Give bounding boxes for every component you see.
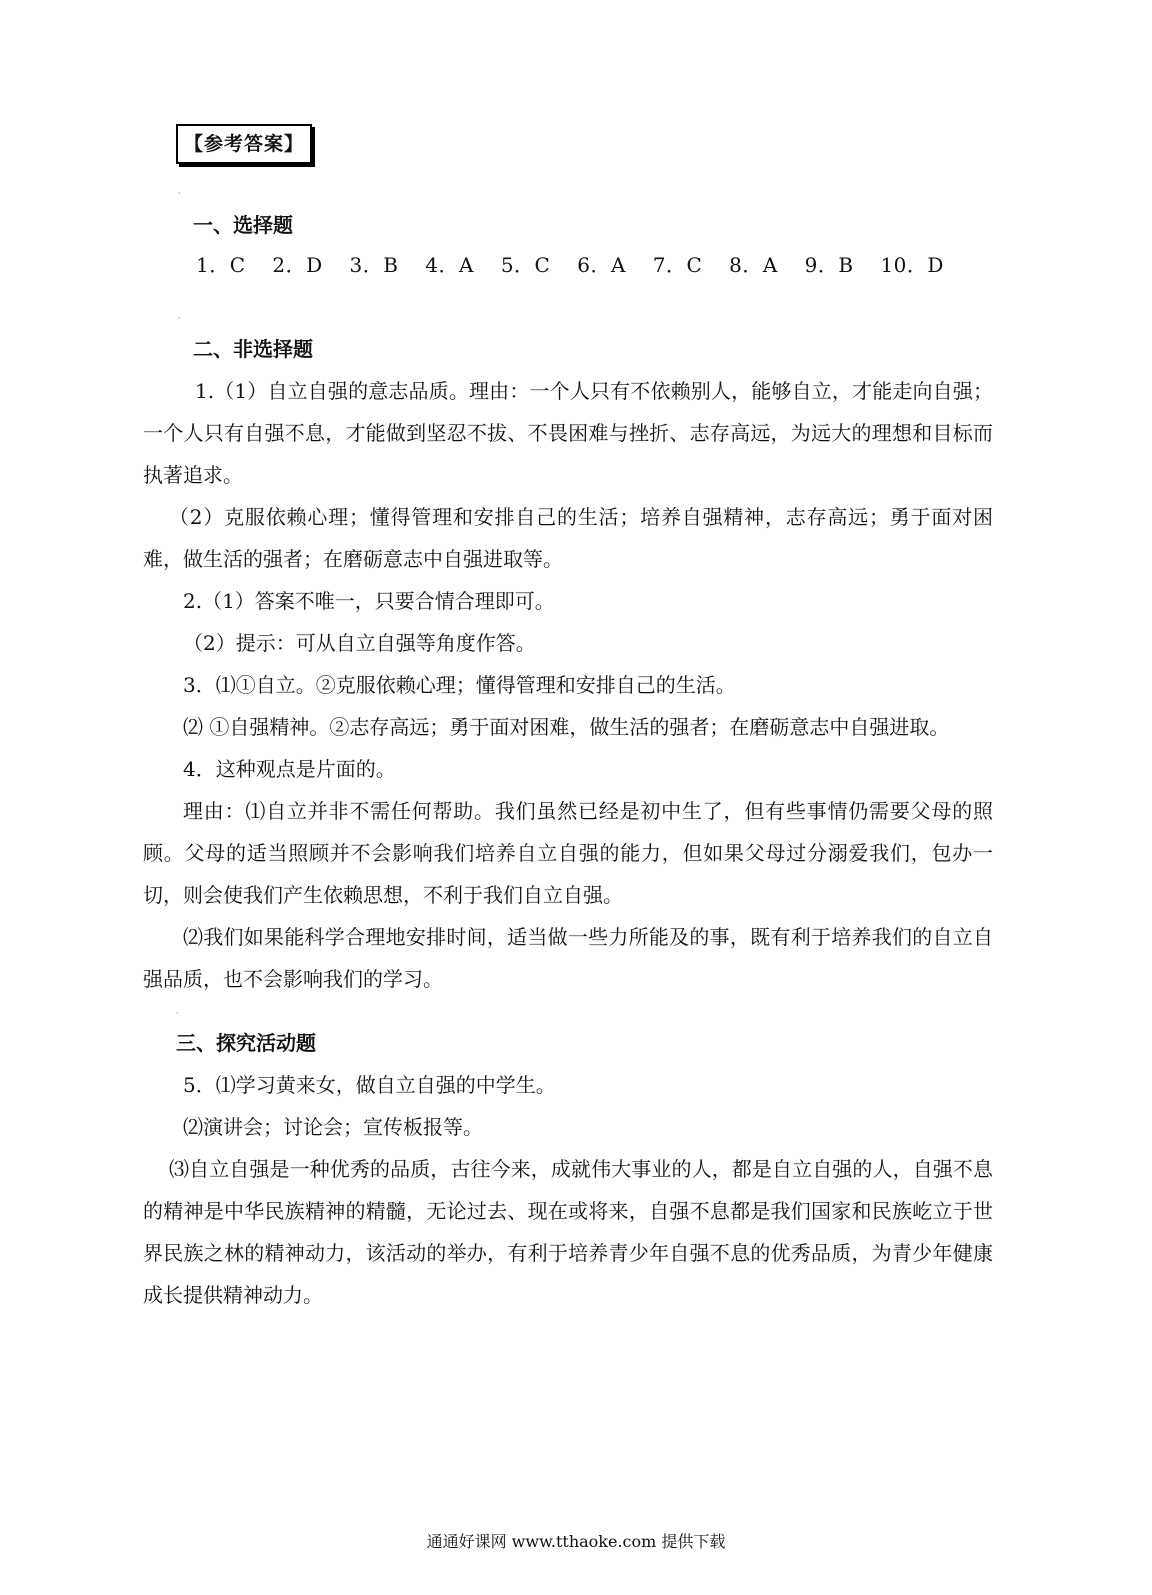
- answer-q5-part1: 5．⑴学习黄来女，做自立自强的中学生。: [183, 1073, 556, 1097]
- answer-q3-part2: ⑵ ①自强精神。②志存高远；勇于面对困难，做生活的强者；在磨砺意志中自强进取。: [183, 715, 950, 739]
- decorative-dot: ·: [176, 1009, 179, 1018]
- decorative-dot: ·: [178, 314, 181, 323]
- choice-answers: [196, 250, 964, 280]
- answer-item: 6．A: [577, 253, 626, 277]
- footer-source: 通通好课网 www.tthaoke.com 提供下载: [426, 1532, 726, 1551]
- answer-q3-part1: 3．⑴①自立。②克服依赖心理；懂得管理和安排自己的生活。: [183, 673, 736, 697]
- answer-item: 4．A: [425, 253, 474, 277]
- answer-item: 8．A: [729, 253, 778, 277]
- answer-item: 9．B: [804, 253, 854, 277]
- decorative-dot: ·: [178, 189, 181, 198]
- answer-q1-part2: （2）克服依赖心理；懂得管理和安排自己的生活；培养自强精神，志存高远；勇于面对困难，做生活的强者；在磨砺意志中自强进取等。: [143, 505, 993, 571]
- section-heading-choice: 一、选择题: [193, 213, 293, 237]
- section-heading-nonchoice: 二、非选择题: [193, 337, 313, 361]
- answer-q4: 4．这种观点是片面的。: [183, 757, 396, 781]
- answer-q1-part1: 1.（1）自立自强的意志品质。理由：一个人只有不依赖别人，能够自立，才能走向自强；一个人只有自强不息，才能做到坚忍不拔、不畏困难与挫折、志存高远，为远大的理想和目标而执著追求。: [143, 379, 993, 487]
- answer-q2-part1: 2.（1）答案不唯一，只要合情合理即可。: [183, 589, 555, 613]
- section-heading-inquiry: 三、探究活动题: [176, 1031, 316, 1055]
- answer-key-title: 【参考答案】: [176, 124, 312, 164]
- answer-q5-part3: ⑶自立自强是一种优秀的品质，古往今来，成就伟大事业的人，都是自立自强的人，自强不息的精神是中华民族精神的精髓，无论过去、现在或将来，自强不息都是我们国家和民族屹立于世界民族之林的精神动力，该活动的举办，有利于培养青少年自强不息的优秀品质，为青少年健康成长提供精神动力。: [143, 1157, 993, 1307]
- answer-q5-part2: ⑵演讲会；讨论会；宣传板报等。: [183, 1115, 483, 1139]
- answer-item: 10．D: [880, 253, 944, 277]
- answer-q4-reason1: 理由：⑴自立并非不需任何帮助。我们虽然已经是初中生了，但有些事情仍需要父母的照顾。父母的适当照顾并不会影响我们培养自立自强的能力，但如果父母过分溺爱我们，包办一切，则会使我们产生依赖思想，不利于我们自立自强。: [143, 799, 993, 907]
- answer-item: 3．B: [349, 253, 399, 277]
- answer-item: 7．C: [652, 253, 703, 277]
- answer-item: 2．D: [272, 253, 323, 277]
- answer-q4-reason2: ⑵我们如果能科学合理地安排时间，适当做一些力所能及的事，既有利于培养我们的自立自强品质，也不会影响我们的学习。: [143, 925, 993, 991]
- answer-item: 5．C: [500, 253, 551, 277]
- answer-q2-part2: （2）提示：可从自立自强等角度作答。: [183, 631, 536, 655]
- answer-item: 1．C: [196, 253, 246, 277]
